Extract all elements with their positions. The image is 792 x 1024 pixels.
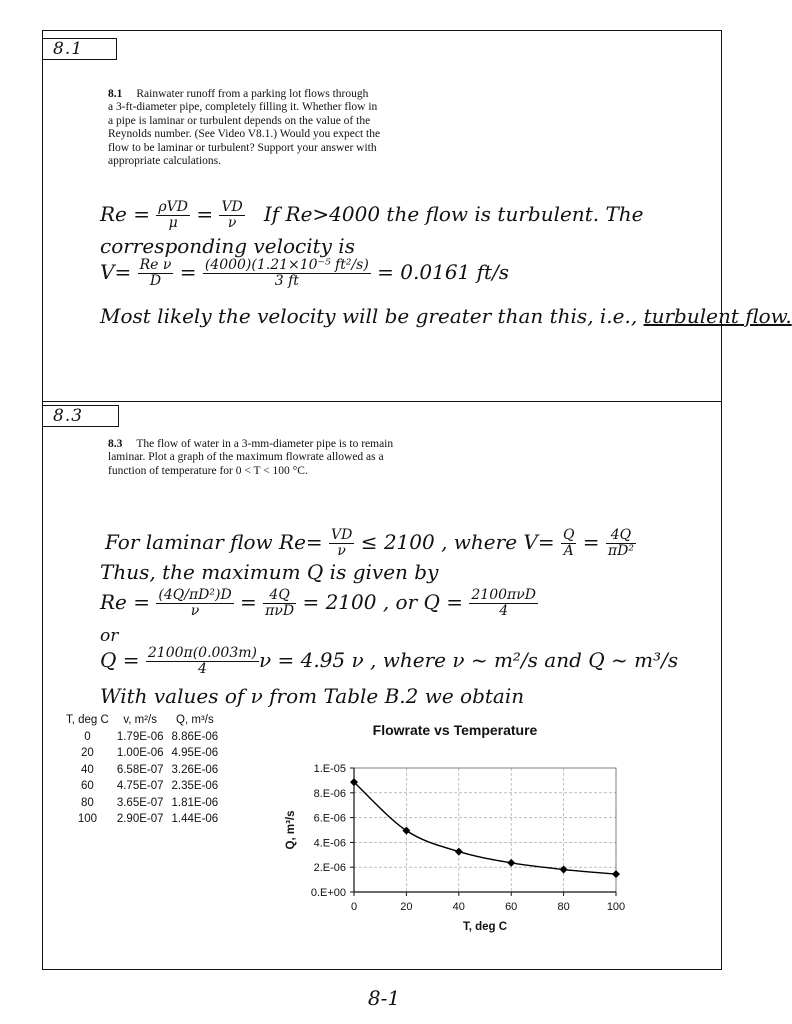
table-header-row xyxy=(62,712,222,729)
q-equation: Q = $\frac{2100\pi(0.003m)}{4}$ ν = 4.95 ν , where ν ~ m²/s and Q ~ m³/s xyxy=(100,645,679,677)
section-divider xyxy=(42,401,722,402)
x-tick-label: 40 xyxy=(452,901,465,913)
max-q-derivation: Re = $\frac{\text{(4Q/πD²)D}}{\nu}$ = $\frac{4Q}{\text{πνD}}$ = 2100 , or Q = $\frac{\text{2100πνD}}{4}$ xyxy=(100,587,536,619)
x-tick-label: 20 xyxy=(400,901,413,913)
problem-8-3-statement xyxy=(108,438,453,478)
reynolds-equation: Re = $\frac{\text{ρVD}}{\mu}$ = $\frac{VD}{\nu}$ If Re>4000 the flow is turbulent. The xyxy=(100,199,644,231)
problem-line: Reynolds number. (See Video V8.1.) Would you expect the xyxy=(108,128,381,141)
table-row: 20 1.00E-06 4.95E-06 xyxy=(81,747,219,759)
problem-number: 8.1 xyxy=(108,88,123,100)
fraction: $\frac{VD}{\nu}$ xyxy=(221,199,243,231)
plot-area xyxy=(354,768,616,892)
problem-number: 8.3 xyxy=(108,438,123,450)
table-row: 100 2.90E-07 1.44E-06 xyxy=(77,813,219,825)
corresponding-line: corresponding velocity is xyxy=(100,234,355,258)
problem-line: appropriate calculations. xyxy=(108,155,222,168)
table-row: 60 4.75E-07 2.35E-06 xyxy=(81,780,219,792)
data-point xyxy=(560,866,568,874)
section-tag-8-1: 8.1 xyxy=(43,38,117,60)
fraction: $\frac{Q}{A}$ xyxy=(562,527,575,559)
fraction: $\frac{4Q}{\text{πD²}}$ xyxy=(607,527,634,559)
fraction: $\frac{\text{Re ν}}{D}$ xyxy=(139,257,172,289)
y-tick-label: 2.E-06 xyxy=(313,862,346,875)
y-tick-label: 8.E-06 xyxy=(313,787,346,800)
fraction: $\frac{\text{2100πνD}}{4}$ xyxy=(471,587,536,619)
problem-line: laminar. Plot a graph of the maximum flowrate allowed as a xyxy=(108,451,384,464)
x-tick-label: 60 xyxy=(505,901,518,913)
x-axis-label: T, deg C xyxy=(462,921,508,933)
fraction: $\frac{\text{ρVD}}{\mu}$ xyxy=(158,199,188,231)
x-tick-label: 100 xyxy=(606,901,626,913)
laminar-condition: For laminar flow Re= $\frac{VD}{\nu}$ ≤ 2100 , where V= $\frac{Q}{A}$ = $\frac{4Q}{\text{πD²}}$ xyxy=(105,527,634,559)
chart-title: Flowrate vs Temperature xyxy=(372,722,538,738)
problem-line: a pipe is laminar or turbulent depends on the value of the xyxy=(108,114,371,127)
fraction: $\frac{4Q}{\text{πνD}}$ xyxy=(265,587,295,619)
fraction: $\frac{VD}{\nu}$ xyxy=(331,527,353,559)
data-point xyxy=(612,870,620,878)
fraction: $\frac{\text{(4Q/πD²)D}}{\nu}$ xyxy=(158,587,232,619)
table-intro-line: With values of ν from Table B.2 we obtain xyxy=(100,684,525,708)
fraction: $\frac{2100\pi(0.003m)}{4}$ xyxy=(147,645,257,677)
x-tick-label: 0 xyxy=(350,901,358,913)
series-line xyxy=(354,782,616,874)
problem-line: 8.1 Rainwater runoff from a parking lot flows through xyxy=(108,88,369,100)
table-row: 0 1.79E-06 8.86E-06 xyxy=(84,730,219,743)
problem-line: a 3-ft-diameter pipe, completely filling it. Whether flow in xyxy=(108,101,378,114)
y-tick-label: 1.E-05 xyxy=(313,763,346,775)
fraction: $\frac{\text{(4000)(1.21×10⁻⁵ ft²/s)}}{3 ft}$ xyxy=(204,257,369,289)
page-number: 8-1 xyxy=(367,986,401,1010)
velocity-equation: V= $\frac{\text{Re ν}}{D}$ = $\frac{\text{(4000)(1.21×10⁻⁵ ft²/s)}}{3 ft}$ = 0.0161 ft/s xyxy=(100,257,510,289)
y-tick-label: 4.E-06 xyxy=(313,837,346,850)
y-axis-label: Q, m³/s xyxy=(285,810,297,850)
x-tick-label: 80 xyxy=(557,901,570,913)
problem-line: function of temperature for 0 < T < 100 °C. xyxy=(108,464,308,477)
data-point xyxy=(507,859,515,867)
thus-line: Thus, the maximum Q is given by xyxy=(100,560,439,584)
flowrate-chart xyxy=(270,740,650,952)
conclusion-line: Most likely the velocity will be greater than this, i.e., turbulent flow. xyxy=(100,304,792,328)
y-tick-label: 0.E+00 xyxy=(310,887,346,899)
column-header: Q, m³/s xyxy=(176,714,214,726)
problem-line: 8.3 The flow of water in a 3-mm-diameter pipe is to remain xyxy=(108,438,394,450)
problem-line: flow to be laminar or turbulent? Support your answer with xyxy=(108,141,377,154)
data-point xyxy=(455,848,463,856)
or-word: or xyxy=(100,626,119,646)
table-row: 80 3.65E-07 1.81E-06 xyxy=(81,796,219,809)
section-tag-8-3: 8.3 xyxy=(43,405,119,427)
problem-8-1-statement xyxy=(108,88,448,168)
y-tick-label: 6.E-06 xyxy=(313,812,346,825)
column-header: v, m²/s xyxy=(123,714,157,726)
column-header: T, deg C xyxy=(66,714,109,726)
table-row: 40 6.58E-07 3.26E-06 xyxy=(81,763,219,776)
viscosity-flowrate-table xyxy=(62,712,222,828)
